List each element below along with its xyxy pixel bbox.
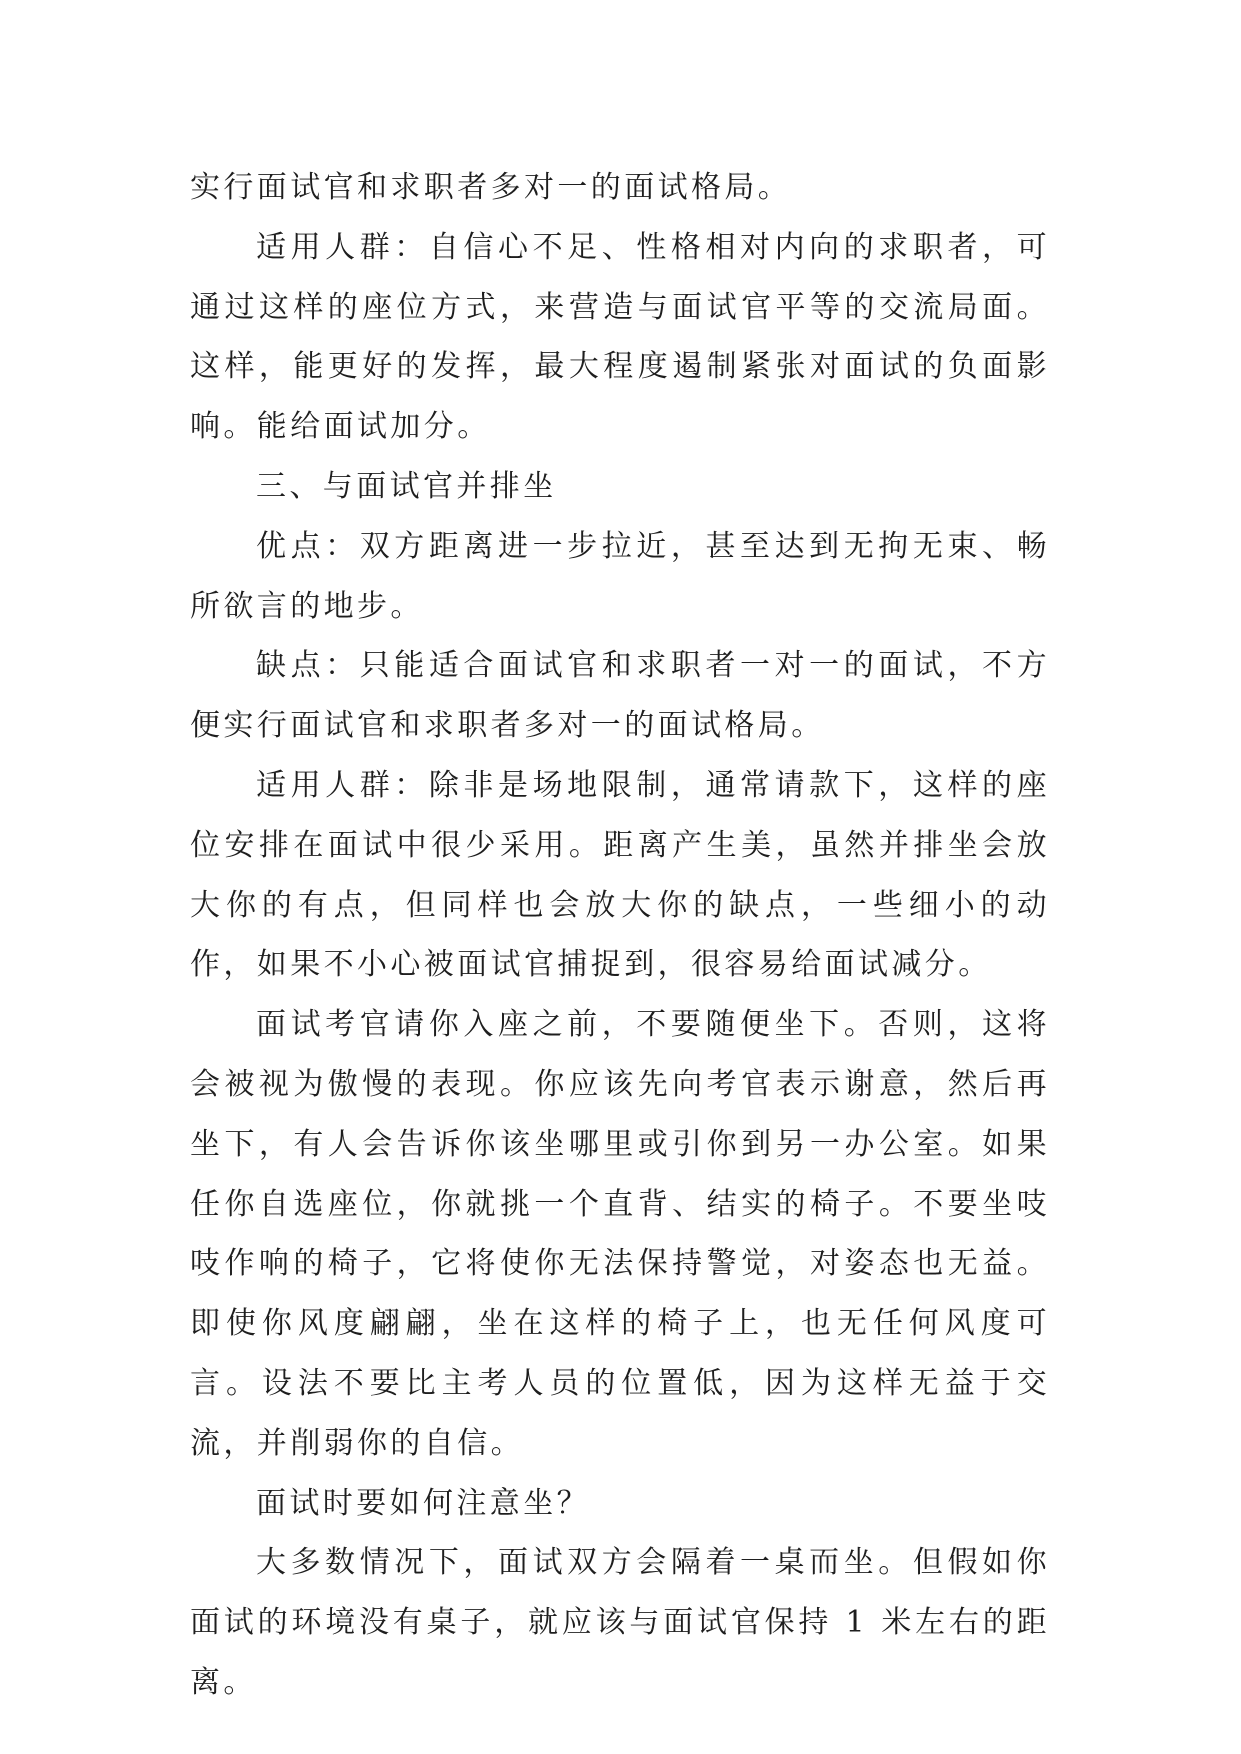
paragraph-distance: 大多数情况下，面试双方会隔着一桌而坐。但假如你面试的环境没有桌子，就应该与面试官保持 1 米左右的距离。: [190, 1545, 1050, 1700]
paragraph-disadvantages: 缺点：只能适合面试官和求职者一对一的面试，不方便实行面试官和求职者多对一的面试格局。: [190, 648, 1050, 744]
paragraph-seating-etiquette: 面试考官请你入座之前，不要随便坐下。否则，这将会被视为傲慢的表现。你应该先向考官表示谢意，然后再坐下，有人会告诉你该坐哪里或引你到另一办公室。如果任你自选座位，你就挑一个直背、结实的椅子。不要坐吱吱作响的椅子，它将使你无法保持警觉，对姿态也无益。即使你风度翩翩，坐在这样的椅子上，也无任何风度可言。设法不要比主考人员的位置低，因为这样无益于交流，并削弱你的自信。: [190, 1007, 1050, 1461]
document-body: [190, 158, 1050, 1713]
section-question-heading: 面试时要如何注意坐？: [256, 1485, 590, 1521]
section-heading-side-by-side: 三、与面试官并排坐: [256, 468, 557, 504]
paragraph-applicable-group-2: 适用人群：除非是场地限制，通常请款下，这样的座位安排在面试中很少采用。距离产生美，虽然并排坐会放大你的有点，但同样也会放大你的缺点，一些细小的动作，如果不小心被面试官捕捉到，很容易给面试减分。: [190, 767, 1050, 983]
paragraph-applicable-group-1: 适用人群：自信心不足、性格相对内向的求职者，可通过这样的座位方式，来营造与面试官平等的交流局面。这样，能更好的发挥，最大程度遏制紧张对面试的负面影响。能给面试加分。: [190, 229, 1050, 445]
paragraph-advantages: 优点：双方距离进一步拉近，甚至达到无拘无束、畅所欲言的地步。: [190, 528, 1050, 624]
paragraph-continuation: 实行面试官和求职者多对一的面试格局。: [190, 170, 792, 205]
